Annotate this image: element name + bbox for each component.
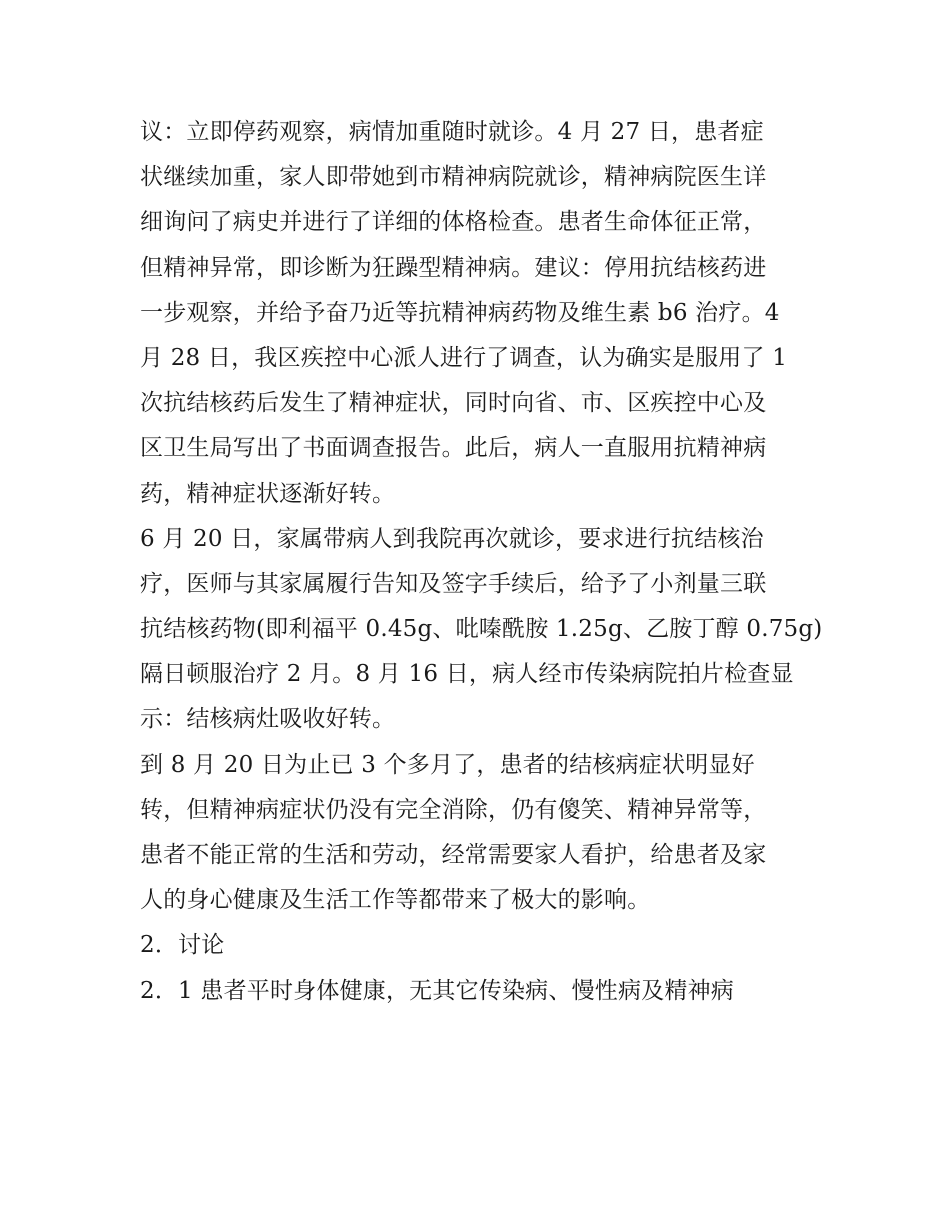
text-line: 患者不能正常的生活和劳动，经常需要家人看护，给患者及家 [140, 842, 767, 868]
text-line: 区卫生局写出了书面调查报告。此后，病人一直服用抗精神病 [140, 435, 767, 462]
text-line: 6 月 20 日，家属带病人到我院再次就诊，要求进行抗结核治 [140, 525, 764, 552]
document-body [140, 110, 823, 1014]
text-line: 药，精神症状逐渐好转。 [140, 480, 396, 507]
text-line: 示：结核病灶吸收好转。 [140, 706, 396, 733]
text-line: 隔日顿服治疗 2 月。8 月 16 日，病人经市传染病院拍片检查显 [140, 661, 794, 688]
text-line: 转，但精神病症状仍没有完全消除，仍有傻笑、精神异常等， [140, 796, 767, 823]
text-line: 到 8 月 20 日为止已 3 个多月了，患者的结核病症状明显好 [140, 751, 755, 778]
text-line: 一步观察，并给予奋乃近等抗精神病药物及维生素 b6 治疗。4 [140, 299, 780, 326]
text-line: 抗结核药物(即利福平 0.45g、吡嗪酰胺 1.25g、乙胺丁醇 0.75g) [140, 616, 823, 643]
text-line: 2．1 患者平时身体健康，无其它传染病、慢性病及精神病 [140, 977, 734, 1004]
text-line: 议：立即停药观察，病情加重随时就诊。4 月 27 日，患者症 [140, 119, 764, 145]
text-line: 状继续加重，家人即带她到市精神病院就诊，精神病院医生详 [140, 164, 767, 191]
text-line: 次抗结核药后发生了精神症状，同时向省、市、区疾控中心及 [140, 390, 767, 417]
section-heading: 2．讨论 [140, 932, 225, 959]
text-line: 人的身心健康及生活工作等都带来了极大的影响。 [140, 887, 651, 914]
text-line: 但精神异常，即诊断为狂躁型精神病。建议：停用抗结核药进 [140, 254, 767, 281]
text-line: 疗，医师与其家属履行告知及签字手续后，给予了小剂量三联 [140, 570, 767, 597]
text-line: 月 28 日，我区疾控中心派人进行了调查，认为确实是服用了 1 [140, 344, 788, 371]
text-line: 细询问了病史并进行了详细的体格检查。患者生命体征正常， [140, 209, 767, 236]
